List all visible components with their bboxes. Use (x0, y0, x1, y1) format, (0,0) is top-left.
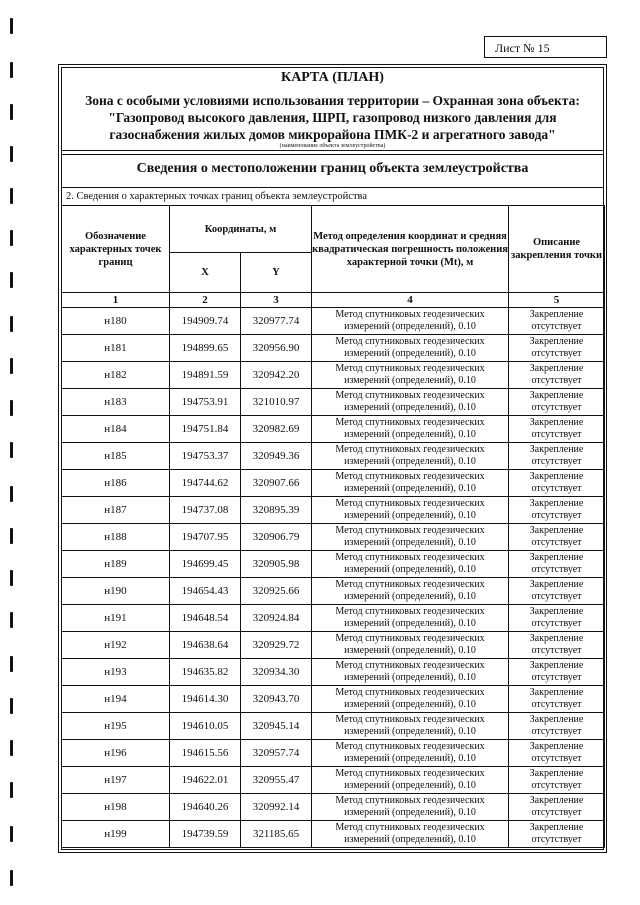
cell-x: 194744.62 (170, 470, 241, 497)
cell-fix: Закрепление отсутствует (509, 713, 605, 740)
table-row (62, 362, 605, 389)
cell-x: 194638.64 (170, 632, 241, 659)
cell-y: 320905.98 (241, 551, 312, 578)
cell-x: 194610.05 (170, 713, 241, 740)
cell-fix: Закрепление отсутствует (509, 443, 605, 470)
cell-point: н191 (62, 605, 170, 632)
cell-fix: Закрепление отсутствует (509, 686, 605, 713)
table-row (62, 578, 605, 605)
column-number: 4 (312, 293, 509, 308)
cell-method: Метод спутниковых геодезических измерений (определений), 0.10 (312, 551, 509, 578)
header-x: X (170, 253, 241, 293)
table-row (62, 416, 605, 443)
header-point: Обозначение характерных точек границ (62, 206, 170, 293)
cell-fix: Закрепление отсутствует (509, 524, 605, 551)
cell-y: 320906.79 (241, 524, 312, 551)
cell-method: Метод спутниковых геодезических измерений (определений), 0.10 (312, 605, 509, 632)
table-row (62, 713, 605, 740)
cell-x: 194891.59 (170, 362, 241, 389)
cell-y: 320943.70 (241, 686, 312, 713)
header-method: Метод определения координат и средняя квадратическая погрешность положения характерной точки (Mt), м (312, 206, 509, 293)
cell-x: 194648.54 (170, 605, 241, 632)
table-row (62, 497, 605, 524)
table-row (62, 659, 605, 686)
cell-point: н188 (62, 524, 170, 551)
cell-point: н187 (62, 497, 170, 524)
table-row (62, 443, 605, 470)
section-subtitle: 2. Сведения о характерных точках границ объекта землеустройства (66, 191, 368, 202)
cell-x: 194899.65 (170, 335, 241, 362)
table-row (62, 389, 605, 416)
cell-point: н189 (62, 551, 170, 578)
cell-method: Метод спутниковых геодезических измерений (определений), 0.10 (312, 497, 509, 524)
cell-y: 321010.97 (241, 389, 312, 416)
cell-fix: Закрепление отсутствует (509, 551, 605, 578)
cell-point: н199 (62, 821, 170, 848)
cell-fix: Закрепление отсутствует (509, 740, 605, 767)
cell-fix: Закрепление отсутствует (509, 632, 605, 659)
cell-fix: Закрепление отсутствует (509, 335, 605, 362)
divider (61, 150, 604, 151)
header-y: Y (241, 253, 312, 293)
cell-fix: Закрепление отсутствует (509, 767, 605, 794)
cell-point: н186 (62, 470, 170, 497)
cell-method: Метод спутниковых геодезических измерений (определений), 0.10 (312, 713, 509, 740)
cell-x: 194640.26 (170, 794, 241, 821)
cell-method: Метод спутниковых геодезических измерений (определений), 0.10 (312, 416, 509, 443)
cell-method: Метод спутниковых геодезических измерений (определений), 0.10 (312, 821, 509, 848)
cell-y: 320929.72 (241, 632, 312, 659)
cell-y: 320956.90 (241, 335, 312, 362)
cell-point: н192 (62, 632, 170, 659)
sheet-number: Лист № 15 (484, 36, 607, 58)
header-fix: Описание закрепления точки (509, 206, 605, 293)
cell-method: Метод спутниковых геодезических измерений (определений), 0.10 (312, 767, 509, 794)
cell-x: 194699.45 (170, 551, 241, 578)
header-coords: Координаты, м (170, 206, 312, 253)
cell-point: н182 (62, 362, 170, 389)
cell-y: 321185.65 (241, 821, 312, 848)
table-row (62, 605, 605, 632)
cell-point: н196 (62, 740, 170, 767)
cell-point: н180 (62, 308, 170, 335)
cell-y: 320957.74 (241, 740, 312, 767)
table-row (62, 767, 605, 794)
cell-x: 194614.30 (170, 686, 241, 713)
cell-fix: Закрепление отсутствует (509, 389, 605, 416)
cell-y: 320992.14 (241, 794, 312, 821)
cell-y: 320925.66 (241, 578, 312, 605)
table-row (62, 470, 605, 497)
cell-y: 320907.66 (241, 470, 312, 497)
cell-point: н198 (62, 794, 170, 821)
cell-fix: Закрепление отсутствует (509, 416, 605, 443)
cell-x: 194753.91 (170, 389, 241, 416)
cell-x: 194753.37 (170, 443, 241, 470)
subtitle-line: Зона с особыми условиями использования территории – Охранная зона объекта: (85, 93, 580, 108)
cell-point: н184 (62, 416, 170, 443)
column-number: 3 (241, 293, 312, 308)
cell-method: Метод спутниковых геодезических измерений (определений), 0.10 (312, 308, 509, 335)
table-row (62, 821, 605, 848)
cell-method: Метод спутниковых геодезических измерений (определений), 0.10 (312, 470, 509, 497)
cell-y: 320895.39 (241, 497, 312, 524)
binding-marks (0, 0, 22, 905)
cell-method: Метод спутниковых геодезических измерений (определений), 0.10 (312, 632, 509, 659)
cell-method: Метод спутниковых геодезических измерений (определений), 0.10 (312, 524, 509, 551)
cell-point: н185 (62, 443, 170, 470)
cell-x: 194622.01 (170, 767, 241, 794)
cell-point: н181 (62, 335, 170, 362)
cell-y: 320955.47 (241, 767, 312, 794)
cell-point: н183 (62, 389, 170, 416)
cell-method: Метод спутниковых геодезических измерений (определений), 0.10 (312, 443, 509, 470)
table-row (62, 632, 605, 659)
cell-method: Метод спутниковых геодезических измерений (определений), 0.10 (312, 578, 509, 605)
cell-x: 194654.43 (170, 578, 241, 605)
cell-point: н194 (62, 686, 170, 713)
cell-x: 194739.59 (170, 821, 241, 848)
divider (61, 187, 604, 188)
cell-method: Метод спутниковых геодезических измерений (определений), 0.10 (312, 740, 509, 767)
cell-method: Метод спутниковых геодезических измерений (определений), 0.10 (312, 389, 509, 416)
cell-method: Метод спутниковых геодезических измерений (определений), 0.10 (312, 335, 509, 362)
cell-y: 320934.30 (241, 659, 312, 686)
cell-fix: Закрепление отсутствует (509, 794, 605, 821)
coordinates-table (61, 205, 605, 848)
table-row (62, 308, 605, 335)
section-title: Сведения о местоположении границ объекта землеустройства (136, 161, 529, 176)
document-title: КАРТА (ПЛАН) (281, 70, 384, 85)
table-row (62, 740, 605, 767)
cell-fix: Закрепление отсутствует (509, 497, 605, 524)
cell-x: 194909.74 (170, 308, 241, 335)
table-row (62, 524, 605, 551)
table-row (62, 794, 605, 821)
cell-method: Метод спутниковых геодезических измерений (определений), 0.10 (312, 362, 509, 389)
divider (61, 154, 604, 155)
cell-fix: Закрепление отсутствует (509, 659, 605, 686)
cell-x: 194751.84 (170, 416, 241, 443)
cell-y: 320942.20 (241, 362, 312, 389)
cell-point: н197 (62, 767, 170, 794)
cell-method: Метод спутниковых геодезических измерений (определений), 0.10 (312, 686, 509, 713)
cell-y: 320924.84 (241, 605, 312, 632)
cell-fix: Закрепление отсутствует (509, 821, 605, 848)
cell-y: 320945.14 (241, 713, 312, 740)
subtitle-line: "Газопровод высокого давления, ШРП, газопровод низкого давления для (108, 110, 557, 125)
table-row (62, 335, 605, 362)
cell-fix: Закрепление отсутствует (509, 578, 605, 605)
cell-x: 194707.95 (170, 524, 241, 551)
object-caption: (наименование объекта землеустройства) (279, 143, 386, 149)
cell-method: Метод спутниковых геодезических измерений (определений), 0.10 (312, 659, 509, 686)
cell-x: 194635.82 (170, 659, 241, 686)
cell-fix: Закрепление отсутствует (509, 362, 605, 389)
cell-fix: Закрепление отсутствует (509, 470, 605, 497)
cell-x: 194737.08 (170, 497, 241, 524)
cell-point: н195 (62, 713, 170, 740)
cell-y: 320982.69 (241, 416, 312, 443)
column-number: 5 (509, 293, 605, 308)
cell-fix: Закрепление отсутствует (509, 308, 605, 335)
document-subtitle (61, 92, 604, 143)
cell-y: 320949.36 (241, 443, 312, 470)
cell-y: 320977.74 (241, 308, 312, 335)
cell-point: н193 (62, 659, 170, 686)
column-number: 1 (62, 293, 170, 308)
cell-fix: Закрепление отсутствует (509, 605, 605, 632)
column-number: 2 (170, 293, 241, 308)
table-row (62, 551, 605, 578)
cell-point: н190 (62, 578, 170, 605)
subtitle-line: газоснабжения жилых домов микрорайона ПМК-2 и агрегатного завода" (109, 127, 556, 142)
cell-method: Метод спутниковых геодезических измерений (определений), 0.10 (312, 794, 509, 821)
table-row (62, 686, 605, 713)
cell-x: 194615.56 (170, 740, 241, 767)
